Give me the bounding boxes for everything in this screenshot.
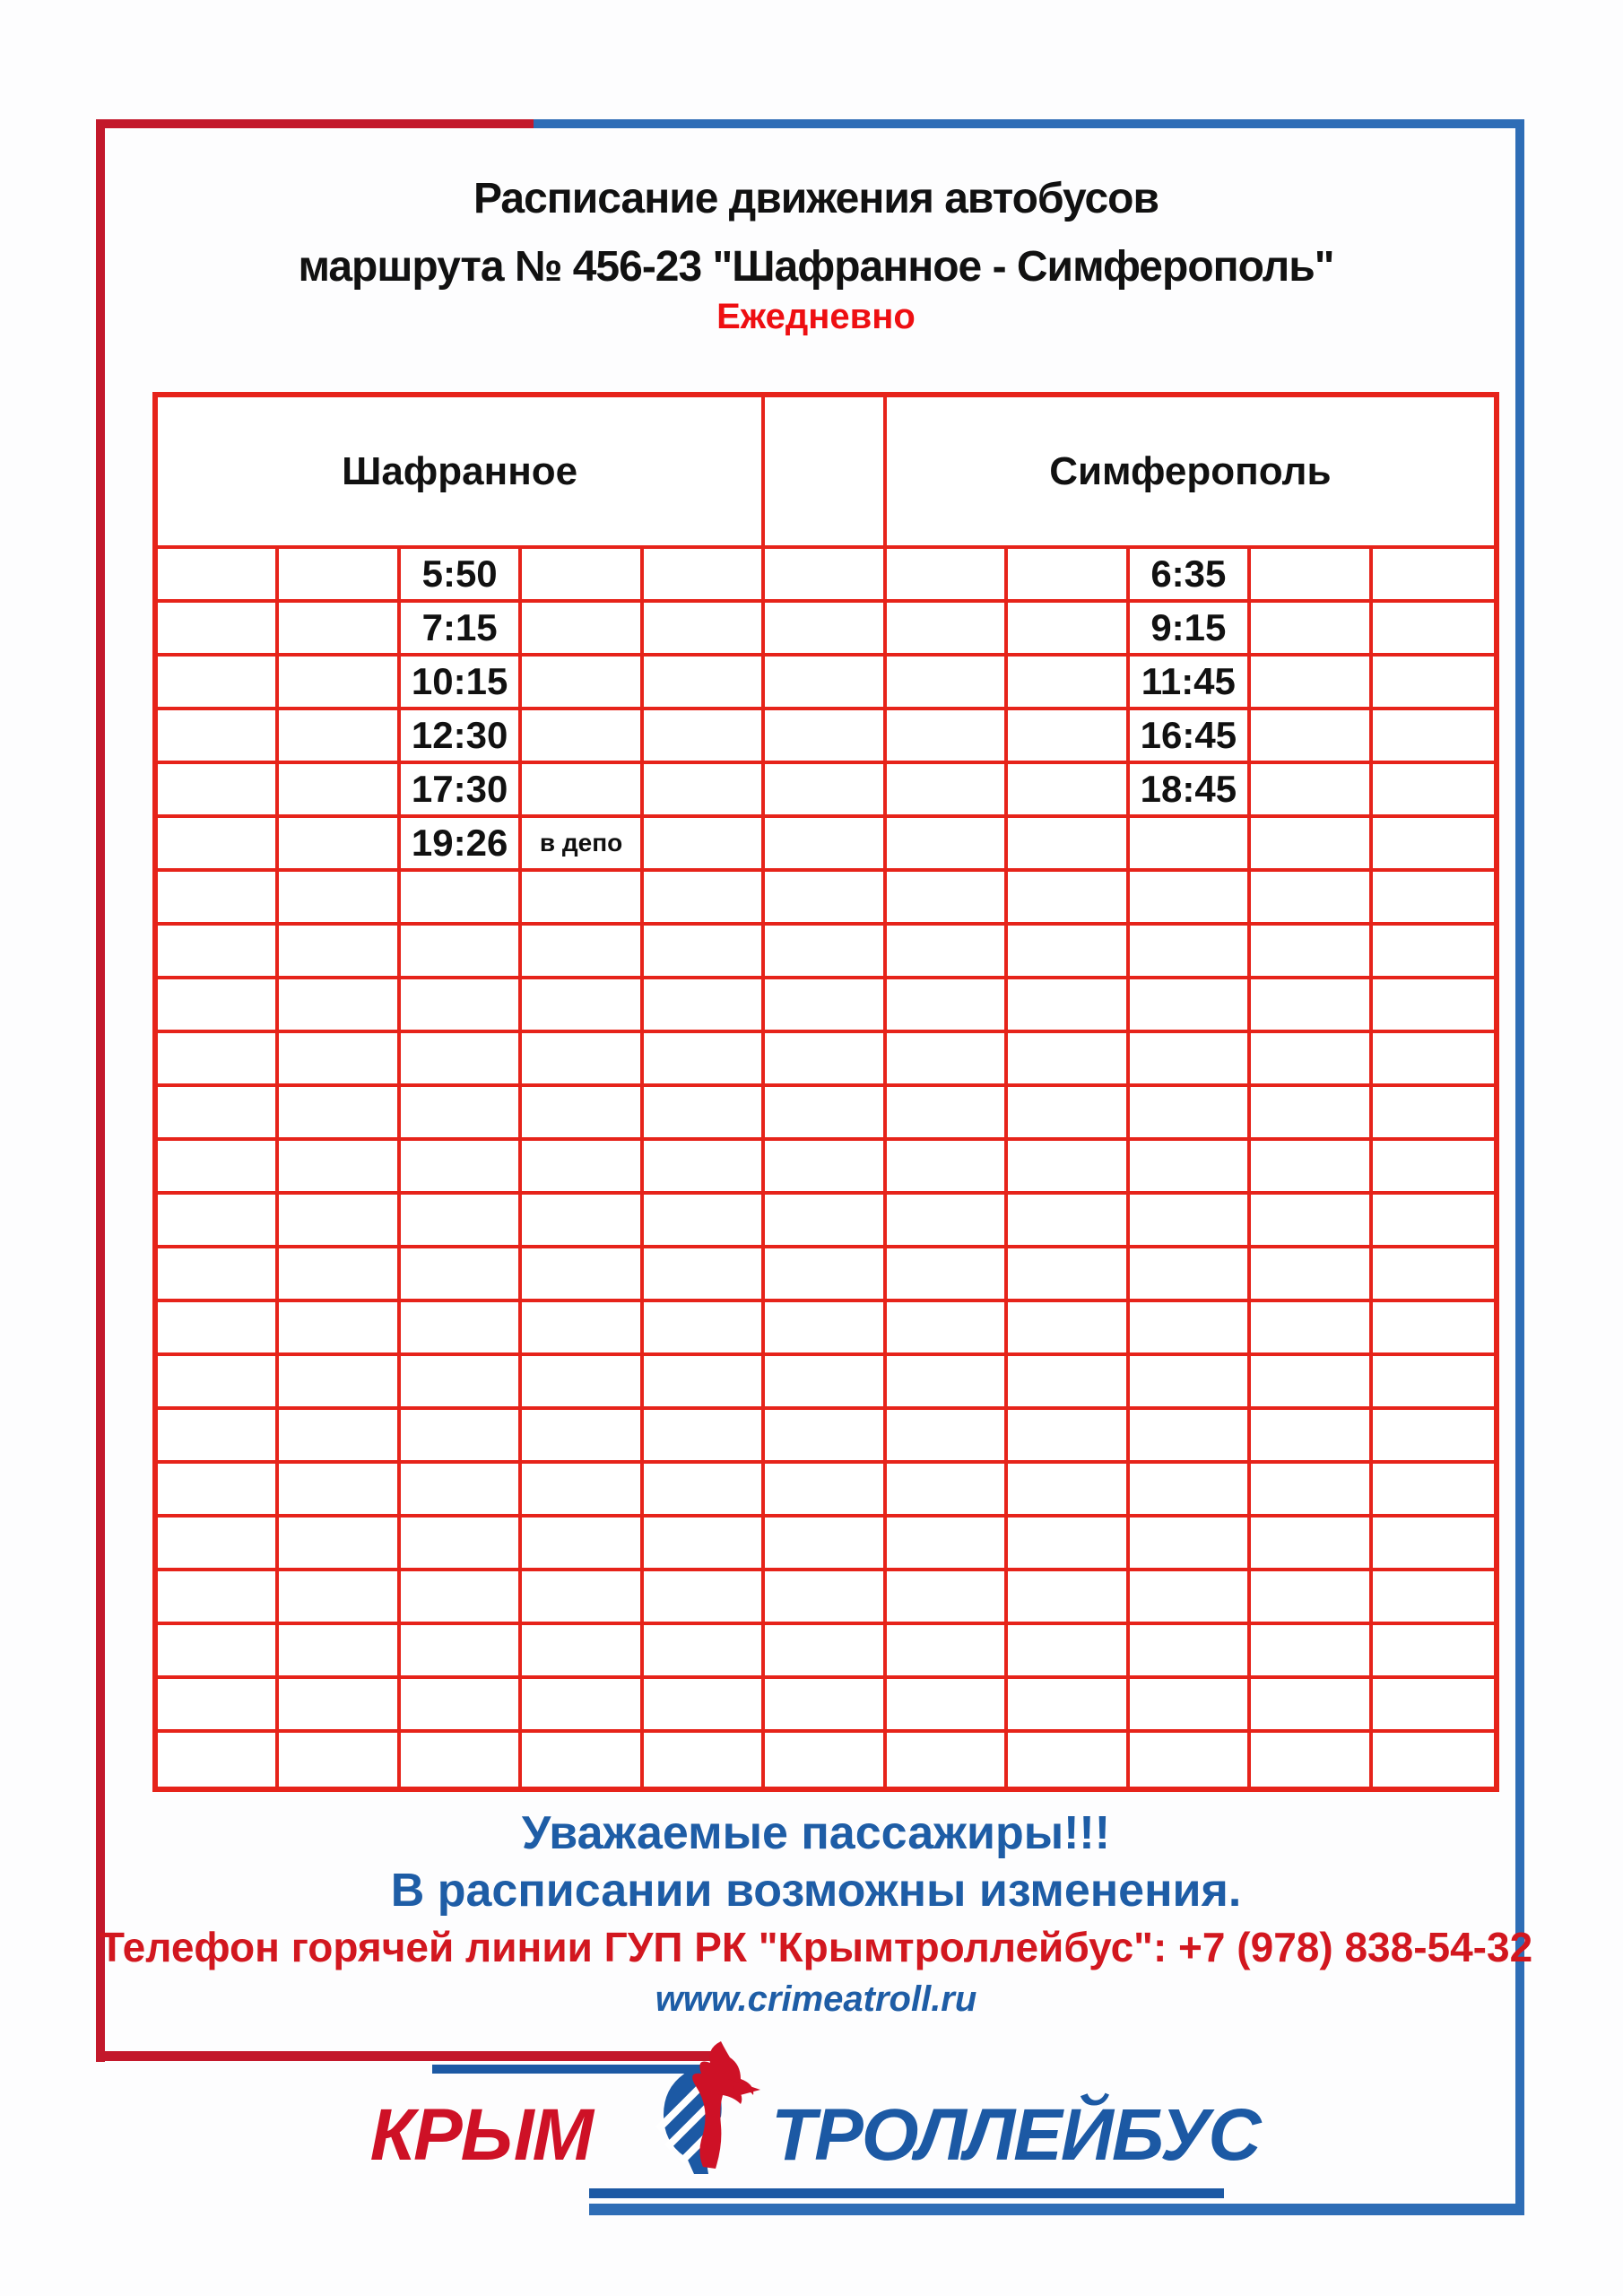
table-cell (1130, 1302, 1251, 1356)
table-cell (1251, 1625, 1372, 1679)
table-cell (158, 1087, 279, 1141)
table-cell (1373, 979, 1494, 1033)
table-cell (1008, 1571, 1129, 1625)
frame-top-red-segment (96, 119, 534, 128)
table-cell (644, 818, 765, 872)
table-cell (522, 1195, 643, 1248)
table-cell (765, 603, 886, 657)
table-cell (1251, 549, 1372, 603)
table-cell (644, 1033, 765, 1087)
frame-left-red-bar (96, 119, 105, 2062)
table-cell (644, 764, 765, 818)
table-cell (1373, 764, 1494, 818)
logo-blue-underline-lower (589, 2204, 1524, 2215)
table-cell (887, 872, 1008, 926)
table-cell (1373, 549, 1494, 603)
table-cell (644, 603, 765, 657)
table-cell (522, 1087, 643, 1141)
table-cell (1008, 1302, 1129, 1356)
table-cell (279, 1464, 400, 1518)
table-cell (279, 764, 400, 818)
table-cell (401, 1679, 522, 1733)
table-cell (1373, 818, 1494, 872)
table-cell (279, 1733, 400, 1787)
right-departure-time: 16:45 (1130, 710, 1251, 764)
table-cell (279, 1302, 400, 1356)
table-cell (279, 1518, 400, 1571)
table-cell (765, 1195, 886, 1248)
table-cell (887, 764, 1008, 818)
table-cell (158, 1571, 279, 1625)
table-cell (401, 1141, 522, 1195)
table-cell (887, 1410, 1008, 1464)
table-cell (644, 1141, 765, 1195)
notice-changes: В расписании возможны изменения. (390, 1865, 1242, 1917)
table-cell (401, 1356, 522, 1410)
table-cell (522, 1733, 643, 1787)
table-cell (644, 1302, 765, 1356)
table-cell (1008, 818, 1129, 872)
table-cell (1373, 1141, 1494, 1195)
table-cell (765, 1248, 886, 1302)
table-cell (279, 1356, 400, 1410)
table-cell (887, 1033, 1008, 1087)
table-cell (279, 926, 400, 979)
table-cell (401, 979, 522, 1033)
left-departure-time: 17:30 (401, 764, 522, 818)
table-cell (1130, 1195, 1251, 1248)
table-cell (1008, 1679, 1129, 1733)
table-cell (279, 1679, 400, 1733)
table-cell (279, 710, 400, 764)
table-cell (1130, 1733, 1251, 1787)
table-cell (765, 1679, 886, 1733)
table-cell (522, 764, 643, 818)
table-cell (1251, 1195, 1372, 1248)
table-cell (887, 1302, 1008, 1356)
table-cell (1251, 818, 1372, 872)
table-cell (401, 1033, 522, 1087)
table-cell (765, 926, 886, 979)
table-cell (644, 1356, 765, 1410)
table-cell (1373, 1302, 1494, 1356)
table-cell (1008, 926, 1129, 979)
table-cell (158, 1141, 279, 1195)
table-cell (522, 710, 643, 764)
table-cell (1251, 1464, 1372, 1518)
table-cell (1008, 1518, 1129, 1571)
table-cell (1130, 1033, 1251, 1087)
table-cell (1130, 926, 1251, 979)
logo-red-top-line (96, 2051, 715, 2061)
table-cell (1130, 1141, 1251, 1195)
table-cell (765, 1356, 886, 1410)
table-cell (158, 1679, 279, 1733)
table-cell (644, 1679, 765, 1733)
table-cell (887, 1733, 1008, 1787)
table-cell (644, 872, 765, 926)
table-cell (158, 979, 279, 1033)
table-cell (765, 657, 886, 710)
table-cell (765, 1518, 886, 1571)
table-cell (765, 979, 886, 1033)
table-cell (1373, 603, 1494, 657)
table-cell (887, 1464, 1008, 1518)
table-cell (887, 979, 1008, 1033)
table-cell (765, 1302, 886, 1356)
header-gap-cell (765, 397, 886, 549)
table-cell (1130, 1625, 1251, 1679)
table-cell (522, 1464, 643, 1518)
table-cell (644, 657, 765, 710)
table-cell (1008, 1410, 1129, 1464)
table-cell (1373, 1464, 1494, 1518)
table-cell (158, 926, 279, 979)
table-cell (1008, 764, 1129, 818)
table-cell (522, 1033, 643, 1087)
table-cell (1008, 1625, 1129, 1679)
table-cell (1373, 1410, 1494, 1464)
table-cell (644, 710, 765, 764)
table-cell (1251, 1087, 1372, 1141)
table-cell (887, 657, 1008, 710)
table-cell (158, 1410, 279, 1464)
table-cell (1251, 764, 1372, 818)
table-cell (522, 657, 643, 710)
table-cell (1251, 1356, 1372, 1410)
table-cell (158, 603, 279, 657)
table-cell (279, 1141, 400, 1195)
website-url: www.crimeatroll.ru (655, 1979, 977, 2019)
table-cell (401, 1248, 522, 1302)
table-cell (1130, 1087, 1251, 1141)
table-cell (887, 1248, 1008, 1302)
table-cell (279, 1571, 400, 1625)
table-cell (1130, 1571, 1251, 1625)
table-cell (887, 1141, 1008, 1195)
table-cell (279, 1195, 400, 1248)
left-departure-time: 7:15 (401, 603, 522, 657)
table-cell (158, 872, 279, 926)
table-cell (1251, 1571, 1372, 1625)
table-cell (1130, 1679, 1251, 1733)
table-cell (1008, 1356, 1129, 1410)
table-cell (158, 1625, 279, 1679)
header-right-terminal: Симферополь (887, 397, 1494, 549)
right-departure-time: 18:45 (1130, 764, 1251, 818)
table-cell (522, 926, 643, 979)
table-cell (1008, 1195, 1129, 1248)
table-cell (1373, 1518, 1494, 1571)
table-cell (1251, 657, 1372, 710)
table-cell (522, 1141, 643, 1195)
hotline-phone: Телефон горячей линии ГУП РК "Крымтроллейбус": +7 (978) 838-54-32 (99, 1924, 1533, 1970)
table-cell (522, 1518, 643, 1571)
table-cell (401, 1302, 522, 1356)
logo-blue-underline-upper (589, 2188, 1224, 2198)
page-title-line2: маршрута № 456-23 "Шафранное - Симферополь" (298, 243, 1334, 291)
table-cell (1373, 1033, 1494, 1087)
table-cell (1251, 1679, 1372, 1733)
table-cell (1373, 1733, 1494, 1787)
table-cell (765, 764, 886, 818)
table-cell (644, 1410, 765, 1464)
table-cell (1008, 710, 1129, 764)
table-cell (522, 1625, 643, 1679)
table-cell (1251, 1302, 1372, 1356)
table-cell (765, 549, 886, 603)
left-departure-time: 10:15 (401, 657, 522, 710)
table-cell (1130, 818, 1251, 872)
logo-word-krym: КРЫМ (369, 2094, 592, 2176)
table-cell (644, 549, 765, 603)
table-cell (401, 1518, 522, 1571)
table-cell (158, 1464, 279, 1518)
table-cell (887, 603, 1008, 657)
table-cell (644, 926, 765, 979)
table-cell (887, 1571, 1008, 1625)
table-cell (765, 1571, 886, 1625)
table-cell (887, 1518, 1008, 1571)
table-cell (1373, 926, 1494, 979)
table-cell (279, 1033, 400, 1087)
table-cell (1008, 603, 1129, 657)
table-cell (522, 603, 643, 657)
right-departure-time: 9:15 (1130, 603, 1251, 657)
table-cell (1373, 1356, 1494, 1410)
table-cell (1373, 1248, 1494, 1302)
table-cell (279, 1410, 400, 1464)
table-cell (765, 710, 886, 764)
table-cell (887, 549, 1008, 603)
table-cell (1008, 1033, 1129, 1087)
table-cell (401, 1464, 522, 1518)
table-cell (1373, 710, 1494, 764)
table-cell (1373, 1087, 1494, 1141)
table-cell (644, 1195, 765, 1248)
table-cell (644, 1571, 765, 1625)
table-cell (401, 1087, 522, 1141)
table-cell (522, 549, 643, 603)
right-departure-time: 6:35 (1130, 549, 1251, 603)
table-cell (1251, 1141, 1372, 1195)
table-cell (522, 979, 643, 1033)
table-cell (401, 1625, 522, 1679)
frequency-label: Ежедневно (716, 297, 916, 336)
table-cell (279, 1087, 400, 1141)
table-cell (1251, 1033, 1372, 1087)
table-cell (1008, 1087, 1129, 1141)
table-cell (1130, 1248, 1251, 1302)
depot-note: в депо (522, 818, 643, 872)
table-cell (522, 1679, 643, 1733)
table-cell (1373, 1195, 1494, 1248)
table-cell (887, 926, 1008, 979)
table-cell (1130, 1410, 1251, 1464)
table-cell (279, 1625, 400, 1679)
table-cell (644, 1248, 765, 1302)
table-cell (158, 1733, 279, 1787)
table-cell (158, 1356, 279, 1410)
table-cell (644, 1518, 765, 1571)
table-cell (158, 549, 279, 603)
table-cell (765, 1410, 886, 1464)
table-cell (887, 1679, 1008, 1733)
table-cell (1373, 872, 1494, 926)
table-cell (158, 1033, 279, 1087)
table-cell (158, 818, 279, 872)
table-cell (765, 1464, 886, 1518)
table-cell (522, 872, 643, 926)
table-cell (158, 657, 279, 710)
table-cell (158, 1302, 279, 1356)
table-cell (522, 1302, 643, 1356)
table-cell (1251, 926, 1372, 979)
table-cell (765, 1625, 886, 1679)
notice-passengers: Уважаемые пассажиры!!! (521, 1807, 1111, 1859)
table-cell (401, 1195, 522, 1248)
table-cell (1008, 1141, 1129, 1195)
table-cell (765, 872, 886, 926)
table-cell (1130, 1356, 1251, 1410)
table-cell (1251, 1518, 1372, 1571)
table-cell (522, 1356, 643, 1410)
table-cell (887, 818, 1008, 872)
table-cell (1251, 603, 1372, 657)
table-cell (279, 603, 400, 657)
table-cell (522, 1410, 643, 1464)
table-cell (279, 979, 400, 1033)
table-cell (1251, 710, 1372, 764)
table-cell (1251, 1733, 1372, 1787)
table-cell (765, 818, 886, 872)
table-cell (644, 1087, 765, 1141)
table-cell (1373, 657, 1494, 710)
table-cell (401, 926, 522, 979)
table-cell (1373, 1679, 1494, 1733)
table-cell (644, 1625, 765, 1679)
table-cell (279, 549, 400, 603)
table-cell (1130, 979, 1251, 1033)
table-cell (1008, 1248, 1129, 1302)
table-cell (765, 1033, 886, 1087)
header-left-terminal: Шафранное (158, 397, 765, 549)
table-cell (765, 1087, 886, 1141)
table-cell (401, 1571, 522, 1625)
table-cell (1251, 1410, 1372, 1464)
table-cell (644, 1733, 765, 1787)
table-cell (1008, 872, 1129, 926)
table-cell (1251, 979, 1372, 1033)
table-cell (1130, 1464, 1251, 1518)
table-cell (1130, 872, 1251, 926)
table-cell (279, 818, 400, 872)
table-cell (1008, 549, 1129, 603)
table-cell (887, 710, 1008, 764)
left-departure-time: 5:50 (401, 549, 522, 603)
table-cell (158, 764, 279, 818)
table-cell (1008, 1733, 1129, 1787)
table-cell (1373, 1625, 1494, 1679)
table-cell (887, 1625, 1008, 1679)
left-departure-time: 12:30 (401, 710, 522, 764)
table-cell (887, 1087, 1008, 1141)
logo-word-trolleybus: ТРОЛЛЕЙБУС (771, 2094, 1260, 2176)
table-cell (1008, 979, 1129, 1033)
page-title-line1: Расписание движения автобусов (473, 175, 1159, 222)
table-cell (644, 979, 765, 1033)
table-cell (401, 1733, 522, 1787)
table-cell (887, 1195, 1008, 1248)
table-cell (1251, 1248, 1372, 1302)
table-cell (522, 1248, 643, 1302)
table-cell (401, 1410, 522, 1464)
table-cell (279, 1248, 400, 1302)
schedule-table (152, 392, 1499, 1792)
table-cell (1008, 657, 1129, 710)
frame-top-blue-segment (534, 119, 1524, 128)
table-cell (279, 657, 400, 710)
table-cell (522, 1571, 643, 1625)
table-cell (158, 1518, 279, 1571)
table-cell (887, 1356, 1008, 1410)
rooster-emblem-icon (646, 2041, 767, 2176)
table-cell (765, 1141, 886, 1195)
table-cell (158, 1248, 279, 1302)
table-cell (158, 710, 279, 764)
table-cell (279, 872, 400, 926)
table-cell (401, 872, 522, 926)
right-departure-time: 11:45 (1130, 657, 1251, 710)
left-departure-time: 19:26 (401, 818, 522, 872)
table-cell (765, 1733, 886, 1787)
table-cell (158, 1195, 279, 1248)
table-cell (1130, 1518, 1251, 1571)
table-cell (1008, 1464, 1129, 1518)
table-cell (1373, 1571, 1494, 1625)
table-cell (1251, 872, 1372, 926)
table-cell (644, 1464, 765, 1518)
